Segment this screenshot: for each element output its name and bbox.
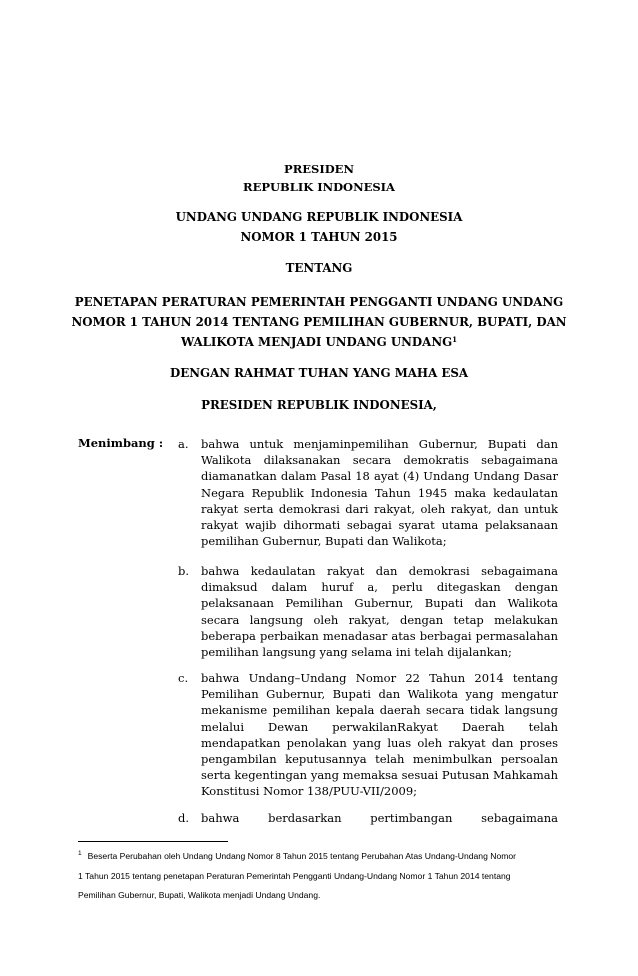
consideration-item-b: [178, 563, 558, 660]
item-letter: b.: [178, 564, 190, 578]
footnote-reference: 1: [452, 335, 458, 344]
law-number: NOMOR 1 TAHUN 2015: [240, 230, 398, 244]
item-letter: c.: [178, 671, 189, 685]
item-text: bahwa kedaulatan rakyat dan demokrasi sebagaimana dimaksud dalam huruf a, perlu ditegaskan dengan pelaksanaan Pemilihan Gubernur, Bupati dan Walikota secara langsung oleh rakyat, dengan tetap melakukan beberapa perbaikan menadasar atas berbagai permasalahan pemilihan langsung yang selama ini telah dijalankan;: [201, 564, 558, 660]
footnote: [78, 847, 566, 906]
blessing-line: DENGAN RAHMAT TUHAN YANG MAHA ESA: [170, 366, 468, 380]
footnote-line: [78, 847, 566, 867]
item-text: bahwa Undang–Undang Nomor 22 Tahun 2014 tentang Pemilihan Gubernur, Bupati dan Walikota yang mengatur mekanisme pemilihan kepala daerah secara tidak langsung melalui Dewan perwakilanRakyat Daerah telah mendapatkan penolakan yang luas oleh rakyat dan proses pengambilan keputusannya telah menimbulkan persoalan serta kegentingan yang memaksa sesuai Putusan Mahkamah Konstitusi Nomor 138/PUU-VII/2009;: [201, 671, 558, 799]
item-letter: d.: [178, 811, 190, 825]
footnote-divider: [78, 841, 228, 842]
law-subject-line: [60, 332, 578, 352]
consideration-item-a: [178, 436, 558, 549]
item-text: bahwa untuk menjaminpemilihan Gubernur, Bupati dan Walikota dilaksanakan secara demokratis sebagaimana diamanatkan dalam Pasal 18 ayat (4) Undang Undang Dasar Negara Republik Indonesia Tahun 1945 maka kedaulatan rakyat serta demokrasi dari rakyat, oleh rakyat, dan untuk rakyat wajib dihormati sebagai syarat utama pelaksanaan pemilihan Gubernur, Bupati dan Walikota;: [201, 437, 558, 549]
menimbang-label: Menimbang :: [78, 436, 164, 450]
header-republic: REPUBLIK INDONESIA: [243, 180, 395, 194]
footnote-line: 1 Tahun 2015 tentang penetapan Peraturan Pemerintah Pengganti Undang-Undang Nomor 1 Tahun 2014 tentang: [78, 870, 511, 881]
item-text: bahwa berdasarkan pertimbangan sebagaimana: [201, 811, 558, 825]
president-line: PRESIDEN REPUBLIK INDONESIA,: [201, 398, 437, 412]
header-president: PRESIDEN: [284, 162, 354, 176]
consideration-item-c: [178, 670, 558, 800]
item-letter: a.: [178, 437, 189, 451]
consideration-item-d: [178, 810, 558, 826]
footnote-text: Beserta Perubahan oleh Undang Undang Nomor 8 Tahun 2015 tentang Perubahan Atas Undang-Undang Nomor: [87, 851, 517, 861]
about-heading: TENTANG: [285, 261, 353, 275]
law-subject-text: WALIKOTA MENJADI UNDANG UNDANG: [180, 335, 453, 349]
footnote-line: Pemilihan Gubernur, Bupati, Walikota menjadi Undang Undang.: [78, 890, 321, 900]
footnote-mark: 1: [78, 850, 82, 857]
law-subject-line: PENETAPAN PERATURAN PEMERINTAH PENGGANTI UNDANG UNDANG: [74, 295, 564, 309]
law-subject-line: NOMOR 1 TAHUN 2014 TENTANG PEMILIHAN GUBERNUR, BUPATI, DAN: [71, 315, 567, 329]
law-title: UNDANG UNDANG REPUBLIK INDONESIA: [175, 210, 463, 224]
law-subject: [60, 292, 578, 352]
